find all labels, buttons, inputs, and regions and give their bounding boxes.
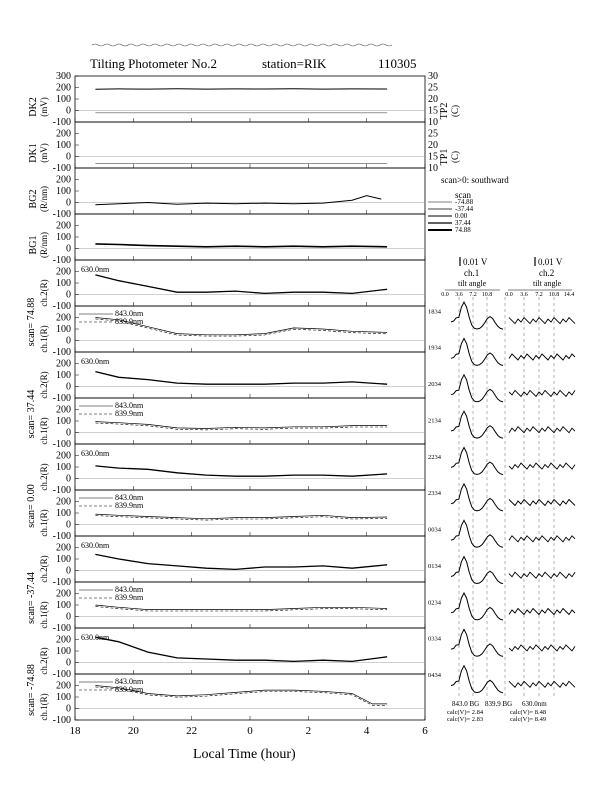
panel-unit-bg1: (R/nm) (39, 232, 49, 258)
tilt-time-label: 1834 (428, 308, 441, 316)
panel-right-label-dk1: TP1 (439, 148, 450, 166)
panel-10 (53, 490, 425, 542)
y-tick-label: 0 (66, 243, 71, 255)
tilt-label-1: tilt angle (458, 279, 487, 288)
wl-label-839: 839.9nm (115, 501, 144, 510)
panel-4 (53, 214, 425, 266)
panel-11 (53, 536, 425, 588)
y-tick-label: 200 (56, 450, 71, 462)
y-tick-label: 200 (56, 542, 71, 554)
group-label-1: scan= 37.44 (26, 389, 37, 439)
wl-label-630: 630.0nm (81, 449, 110, 458)
series-ch2 (95, 372, 387, 385)
tilt-profile-ch2 (509, 609, 575, 615)
y-tick-label: 100 (56, 370, 71, 381)
y-tick-label: 100 (56, 646, 71, 657)
y-tick-label: -100 (52, 301, 71, 312)
panel-8 (53, 398, 425, 450)
station-label: station=RIK (262, 56, 327, 71)
ch2-title: ch.2 (539, 268, 555, 278)
right-tick-label: 15 (428, 105, 438, 117)
group-label-4: scan= -74.88 (26, 664, 37, 716)
panel-label-ch2: ch.2(R) (39, 555, 49, 583)
panel-2 (53, 122, 438, 174)
y-tick-label: -100 (52, 393, 71, 404)
y-tick-label: -100 (52, 531, 71, 542)
scan-legend-item: -37.44 (455, 205, 474, 213)
panel-label-dk2: DK2 (28, 97, 39, 117)
time-panels (53, 71, 438, 726)
panel-frame (75, 168, 425, 214)
y-tick-label: 200 (56, 588, 71, 600)
wl-label-630: 630.0nm (81, 541, 110, 550)
y-tick-label: 100 (56, 416, 71, 427)
right-tick-label: 25 (428, 82, 438, 94)
panel-1 (53, 71, 438, 128)
tilt-profile-ch1 (451, 448, 503, 475)
tilt-time-label: 0434 (428, 672, 441, 679)
panel-label-ch2: ch.2(R) (39, 279, 49, 307)
wl-label-843: 843.0nm (115, 493, 144, 502)
page-title: Tilting Photometer No.2 (90, 56, 218, 71)
tilt-profiles (428, 290, 575, 697)
panel-9 (53, 444, 425, 496)
panel-12 (53, 582, 425, 634)
wl-label-843: 843.0nm (115, 401, 144, 410)
tilt-tick-2: 10.8 (548, 292, 560, 298)
ch1-title: ch.1 (464, 268, 480, 278)
right-tick-label: 25 (428, 128, 438, 140)
y-tick-label: 0 (66, 611, 71, 623)
panel-3 (53, 168, 425, 220)
y-tick-label: 100 (56, 600, 71, 611)
y-tick-label: 200 (56, 496, 71, 508)
x-tick-label: 4 (363, 725, 370, 737)
panel-frame (75, 122, 425, 168)
tilt-profile-ch2 (509, 572, 575, 578)
tilt-tick-2: 3.6 (520, 292, 528, 298)
panel-5 (53, 260, 425, 312)
x-tick-label: 2 (305, 725, 312, 737)
y-tick-label: 100 (56, 94, 71, 105)
tilt-tick-1: 7.2 (469, 292, 477, 298)
right-tick-label: 20 (428, 94, 438, 105)
calc2-b: calc(V)= 8.49 (510, 716, 547, 723)
tilt-time-label: 0034 (428, 526, 441, 534)
y-tick-label: -100 (52, 117, 71, 128)
y-tick-label: 200 (56, 82, 71, 94)
scale-ch1: 0.01 V (463, 257, 488, 267)
x-tick-label: 6 (422, 725, 428, 737)
panel-6 (53, 306, 425, 358)
foot-ch1-wl2: 839.9 BG (485, 700, 513, 708)
tilt-label-2: tilt angle (533, 279, 562, 288)
right-tick-label: 15 (428, 151, 438, 163)
group-label-0: scan= 74.88 (26, 297, 37, 347)
wl-label-630: 630.0nm (81, 633, 110, 642)
panel-label-ch1: ch.1(R) (39, 693, 49, 721)
x-tick-label: 18 (69, 725, 81, 737)
panel-label-bg2: BG2 (28, 189, 39, 209)
tilt-profile-ch2 (509, 463, 575, 469)
series-bg1 (95, 244, 387, 247)
scan-legend-title: scan (455, 190, 471, 200)
y-tick-label: 0 (66, 105, 71, 117)
y-tick-label: 200 (56, 634, 71, 646)
y-tick-label: 0 (66, 703, 71, 715)
decorative-wave (92, 44, 392, 46)
tilt-profile-ch1 (451, 411, 503, 438)
panel-label-ch1: ch.1(R) (39, 417, 49, 445)
y-tick-label: -100 (52, 255, 71, 266)
scan-legend-item: 37.44 (455, 219, 471, 227)
panel-frame (75, 214, 425, 260)
panel-right-unit-dk1: (C) (450, 151, 460, 163)
y-tick-label: -100 (52, 209, 71, 220)
series-ch1-843 (95, 422, 387, 429)
y-tick-label: -100 (52, 439, 71, 450)
panel-label-ch2: ch.2(R) (39, 463, 49, 491)
x-axis (70, 725, 429, 737)
tilt-tick-1: 3.6 (455, 292, 463, 298)
panel-label-ch1: ch.1(R) (39, 325, 49, 353)
scan-legend-item: -74.88 (455, 198, 474, 206)
scan-legend-item: 74.88 (455, 226, 471, 234)
wl-label-839: 839.9nm (115, 593, 144, 602)
x-tick-label: 0 (247, 725, 253, 737)
panel-label-ch2: ch.2(R) (39, 371, 49, 399)
y-tick-label: 100 (56, 692, 71, 703)
series-bg2 (95, 196, 381, 205)
scale-ch2: 0.01 V (538, 257, 563, 267)
y-tick-label: 200 (56, 680, 71, 692)
y-tick-label: 0 (66, 197, 71, 209)
panel-right-label-dk2: TP2 (439, 102, 450, 120)
y-tick-label: 100 (56, 232, 71, 243)
y-tick-label: 100 (56, 278, 71, 289)
tilt-profile-ch2 (509, 645, 575, 651)
calc1-b: calc(V)= 2.83 (447, 716, 484, 723)
y-tick-label: 200 (56, 220, 71, 232)
wl-label-843: 843.0nm (115, 677, 144, 686)
tilt-profile-ch2 (509, 681, 575, 687)
y-tick-label: 200 (56, 266, 71, 278)
panel-14 (53, 674, 425, 726)
panel-frame (75, 628, 425, 674)
date-label: 110305 (378, 56, 417, 71)
tilt-time-label: 1934 (428, 344, 441, 352)
calc2-a: calc(V)= 8.48 (510, 709, 547, 716)
panel-frame (75, 536, 425, 582)
tilt-profile-ch1 (451, 375, 503, 402)
wl-label-843: 843.0nm (115, 585, 144, 594)
tilt-profile-ch2 (509, 390, 575, 396)
tilt-tick-2: 7.2 (535, 292, 543, 298)
panel-label-ch1: ch.1(R) (39, 601, 49, 629)
tilt-profile-ch2 (509, 354, 575, 360)
tilt-time-label: 0134 (428, 562, 441, 570)
series-ch1-843 (95, 605, 387, 610)
tilt-tick-2: 0.0 (505, 292, 513, 298)
wl-label-843: 843.0nm (115, 309, 144, 318)
panel-unit-dk1: (mV) (39, 143, 49, 163)
y-tick-label: 100 (56, 140, 71, 151)
tilt-time-label: 2034 (428, 381, 441, 389)
y-tick-label: 100 (56, 554, 71, 565)
panel-13 (53, 628, 425, 680)
series-ch2 (95, 466, 387, 476)
tilt-time-label: 2134 (428, 417, 441, 425)
y-tick-label: 100 (56, 186, 71, 197)
panel-labels (26, 97, 460, 720)
y-tick-label: 0 (66, 657, 71, 669)
y-tick-label: -100 (52, 577, 71, 588)
right-tick-label: 30 (428, 71, 438, 82)
tilt-profile-ch1 (451, 302, 503, 329)
y-tick-label: -100 (52, 347, 71, 358)
panel-label-bg1: BG1 (28, 235, 39, 255)
panel-right-unit-dk2: (C) (450, 105, 460, 117)
y-tick-label: 300 (56, 71, 71, 82)
y-tick-label: 200 (56, 174, 71, 186)
tilt-tick-2: 14.4 (563, 292, 575, 298)
right-tick-label: 10 (428, 163, 438, 174)
y-tick-label: -100 (52, 669, 71, 680)
y-tick-label: 100 (56, 324, 71, 335)
foot-ch1-wl: 843.0 BG (452, 700, 480, 708)
tilt-profile-ch2 (509, 427, 575, 433)
foot-ch2-wl: 630.0nm (522, 700, 547, 708)
tilt-profile-ch1 (451, 484, 503, 511)
series-ch2 (95, 275, 387, 294)
y-tick-label: 100 (56, 508, 71, 519)
tilt-tick-1: 10.8 (481, 292, 493, 298)
y-tick-label: 0 (66, 473, 71, 485)
panel-frame (75, 444, 425, 490)
x-axis-label: Local Time (hour) (193, 747, 296, 762)
wl-label-839: 839.9nm (115, 317, 144, 326)
series-ch2 (95, 637, 387, 661)
panel-7 (53, 352, 425, 404)
y-tick-label: 0 (66, 289, 71, 301)
wl-label-839: 839.9nm (115, 409, 144, 418)
panel-frame (75, 76, 425, 122)
tilt-profile-ch2 (509, 318, 575, 324)
scan-legend-item: 0.00 (455, 212, 468, 220)
panel-unit-dk2: (mV) (39, 97, 49, 117)
right-tick-label: 20 (428, 140, 438, 151)
y-tick-label: 0 (66, 151, 71, 163)
y-tick-label: 0 (66, 565, 71, 577)
y-tick-label: 200 (56, 404, 71, 416)
tilt-time-label: 2334 (428, 490, 441, 498)
x-tick-label: 22 (186, 725, 198, 737)
y-tick-label: 0 (66, 519, 71, 531)
wl-label-630: 630.0nm (81, 265, 110, 274)
panel-unit-bg2: (R/nm) (39, 186, 49, 212)
scan-legend (428, 198, 474, 234)
group-label-3: scan= -37.44 (26, 572, 37, 624)
calc1-a: calc(V)= 2.84 (447, 709, 484, 716)
panel-frame (75, 352, 425, 398)
panel-label-dk1: DK1 (28, 143, 39, 163)
y-tick-label: 200 (56, 358, 71, 370)
tilt-profile-ch2 (509, 536, 575, 542)
y-tick-label: -100 (52, 623, 71, 634)
y-tick-label: 0 (66, 381, 71, 393)
panel-label-ch2: ch.2(R) (39, 647, 49, 675)
y-tick-label: -100 (52, 163, 71, 174)
wl-label-839: 839.9nm (115, 685, 144, 694)
y-tick-label: -100 (52, 485, 71, 496)
tilt-time-label: 0334 (428, 635, 441, 643)
y-tick-label: 200 (56, 128, 71, 140)
series-ch1-843 (95, 514, 387, 519)
wl-label-630: 630.0nm (81, 357, 110, 366)
y-tick-label: 0 (66, 335, 71, 347)
group-label-2: scan= 0.00 (26, 484, 37, 528)
tilt-profile-ch1 (451, 339, 503, 366)
scan-note: scan>0: southward (441, 175, 509, 185)
tilt-profile-ch2 (509, 500, 575, 506)
series-ch2 (95, 554, 387, 569)
panel-label-ch1: ch.1(R) (39, 509, 49, 537)
tilt-tick-1: 0.0 (441, 292, 449, 298)
y-tick-label: 100 (56, 462, 71, 473)
tilt-time-label: 0234 (428, 599, 441, 607)
tilt-time-label: 2234 (428, 453, 441, 461)
right-tick-label: 10 (428, 117, 438, 128)
x-tick-label: 20 (127, 725, 139, 737)
y-tick-label: 0 (66, 427, 71, 439)
y-tick-label: 200 (56, 312, 71, 324)
y-tick-label: -100 (52, 715, 71, 726)
